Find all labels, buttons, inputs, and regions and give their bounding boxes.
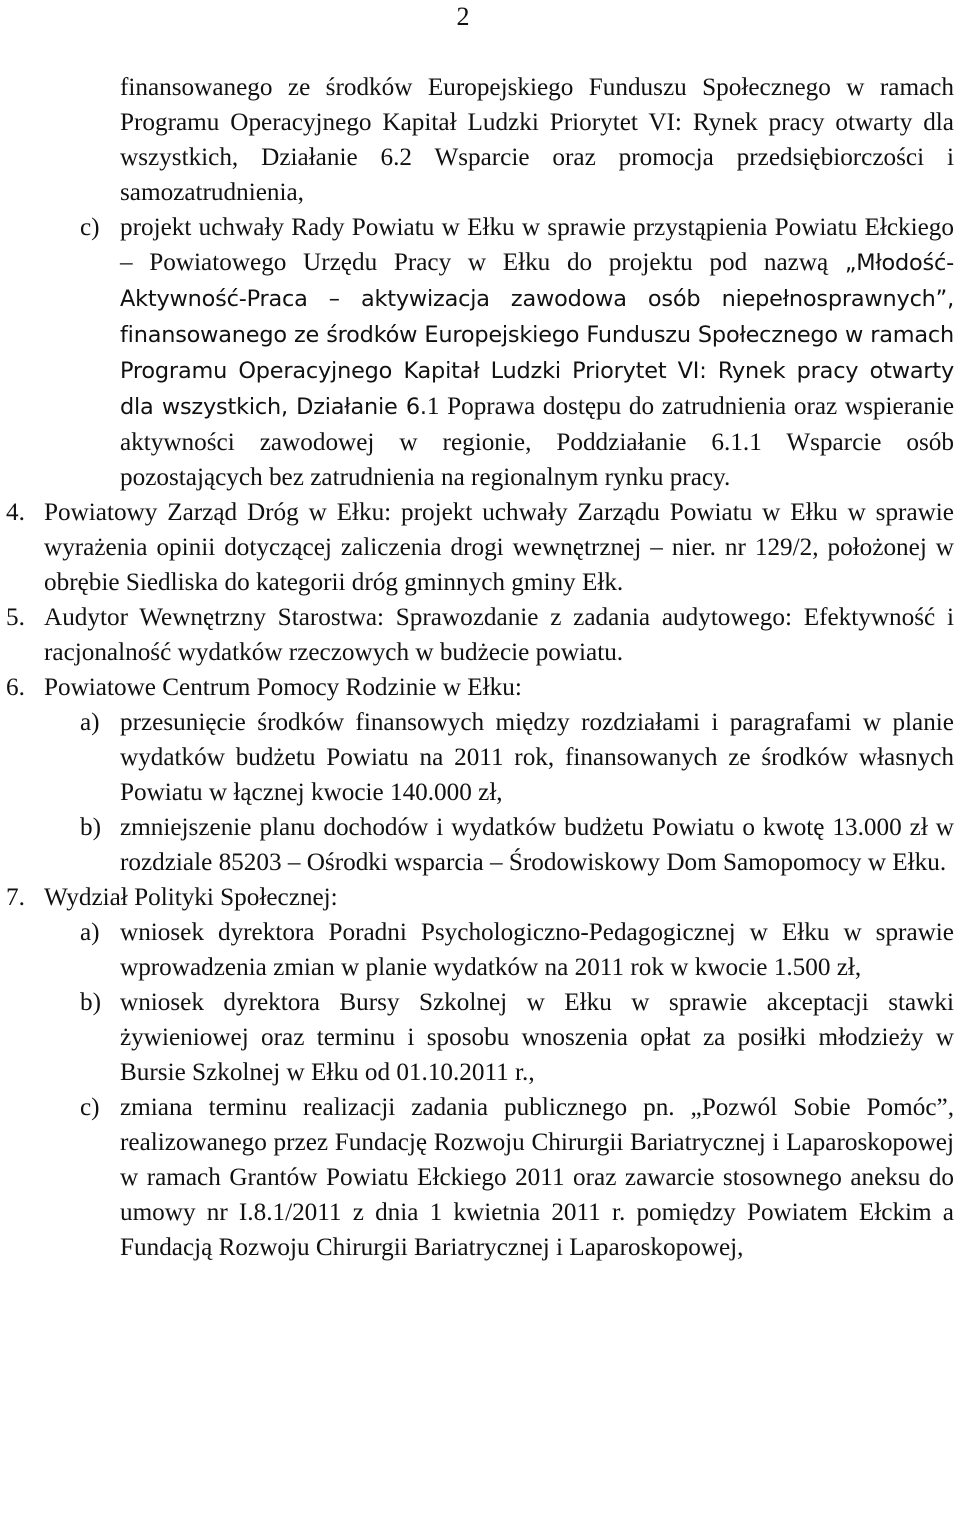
list-item-4 — [6, 495, 954, 600]
list-item-3c — [6, 210, 954, 495]
item-label: a) — [80, 919, 100, 946]
item-label: 5. — [6, 604, 25, 631]
item-label: 7. — [6, 884, 25, 911]
item-label: 6. — [6, 674, 25, 701]
document-body — [6, 70, 954, 1265]
item-text-part-1: projekt uchwały Rady Powiatu w Ełku w sprawie przystąpienia Powiatu Ełckiego – Powiatowego Urzędu Pracy w Ełku do projektu pod nazwą — [120, 214, 954, 276]
item-text-part-2: „Młodość-Aktywność-Praca – aktywizacja zawodowa osób niepełnosprawnych”, finansowanego ze środków Europejskiego Funduszu Społecznego w ramach Programu Operacyjnego Kapitał Ludzki Priorytet VI: Rynek pracy otwarty dla wszystkich, Działanie 6. — [120, 250, 954, 420]
item-label: c) — [80, 1094, 100, 1121]
item-text: wniosek dyrektora Poradni Psychologiczno-Pedagogicznej w Ełku w sprawie wprowadzenia zmian w planie wydatków na 2011 rok w kwocie 1.500 zł, — [120, 919, 954, 981]
list-item-7 — [6, 880, 954, 915]
list-item-7a — [6, 915, 954, 985]
list-item-6a — [6, 705, 954, 810]
item-text: Wydział Polityki Społecznej: — [44, 884, 338, 911]
list-item-6b — [6, 810, 954, 880]
item-text — [120, 210, 954, 495]
item-text: Powiatowe Centrum Pomocy Rodzinie w Ełku: — [44, 674, 522, 701]
list-item-7b — [6, 985, 954, 1090]
continuation-paragraph: finansowanego ze środków Europejskiego Funduszu Społecznego w ramach Programu Operacyjnego Kapitał Ludzki Priorytet VI: Rynek pracy otwarty dla wszystkich, Działanie 6.2 Wsparcie oraz promocja przedsiębiorczości i samozatrudnienia, — [120, 74, 954, 206]
item-label: b) — [80, 989, 101, 1016]
item-text: przesunięcie środków finansowych między rozdziałami i paragrafami w planie wydatków budżetu Powiatu na 2011 rok, finansowanych ze środków własnych Powiatu w łącznej kwocie 140.000 zł, — [120, 709, 954, 806]
item-label: b) — [80, 814, 101, 841]
list-item-7c — [6, 1090, 954, 1265]
item-text: Audytor Wewnętrzny Starostwa: Sprawozdanie z zadania audytowego: Efektywność i racjonalność wydatków rzeczowych w budżecie powiatu. — [44, 604, 954, 666]
item-label: a) — [80, 709, 100, 736]
item-label: c) — [80, 214, 100, 241]
item-text: Powiatowy Zarząd Dróg w Ełku: projekt uchwały Zarządu Powiatu w Ełku w sprawie wyrażenia opinii dotyczącej zaliczenia drogi wewnętrznej – nier. nr 129/2, położonej w obrębie Siedliska do kategorii dróg gminnych gminy Ełk. — [44, 499, 954, 596]
list-item-5 — [6, 600, 954, 670]
page-number: 2 — [456, 2, 470, 31]
item-text: zmniejszenie planu dochodów i wydatków budżetu Powiatu o kwotę 13.000 zł w rozdziale 85203 – Ośrodki wsparcia – Środowiskowy Dom Samopomocy w Ełku. — [120, 814, 954, 876]
item-label: 4. — [6, 499, 25, 526]
item-text: wniosek dyrektora Bursy Szkolnej w Ełku w sprawie akceptacji stawki żywieniowej oraz terminu i sposobu wnoszenia opłat za posiłki młodzieży w Bursie Szkolnej w Ełku od 01.10.2011 r., — [120, 989, 954, 1086]
item-text: zmiana terminu realizacji zadania publicznego pn. „Pozwól Sobie Pomóc”, realizowanego przez Fundację Rozwoju Chirurgii Bariatrycznej i Laparoskopowej w ramach Grantów Powiatu Ełckiego 2011 oraz zawarcie stosownego aneksu do umowy nr I.8.1/2011 z dnia 1 kwietnia 2011 r. pomiędzy Powiatem Ełckim a Fundacją Rozwoju Chirurgii Bariatrycznej i Laparoskopowej, — [120, 1094, 954, 1261]
item-text-part-3: 1 Poprawa dostępu do zatrudnienia oraz wspieranie aktywności zawodowej w regionie, Poddziałanie 6.1.1 Wsparcie osób pozostających bez zatrudnienia na regionalnym rynku pracy. — [120, 393, 954, 491]
list-item-6 — [6, 670, 954, 705]
